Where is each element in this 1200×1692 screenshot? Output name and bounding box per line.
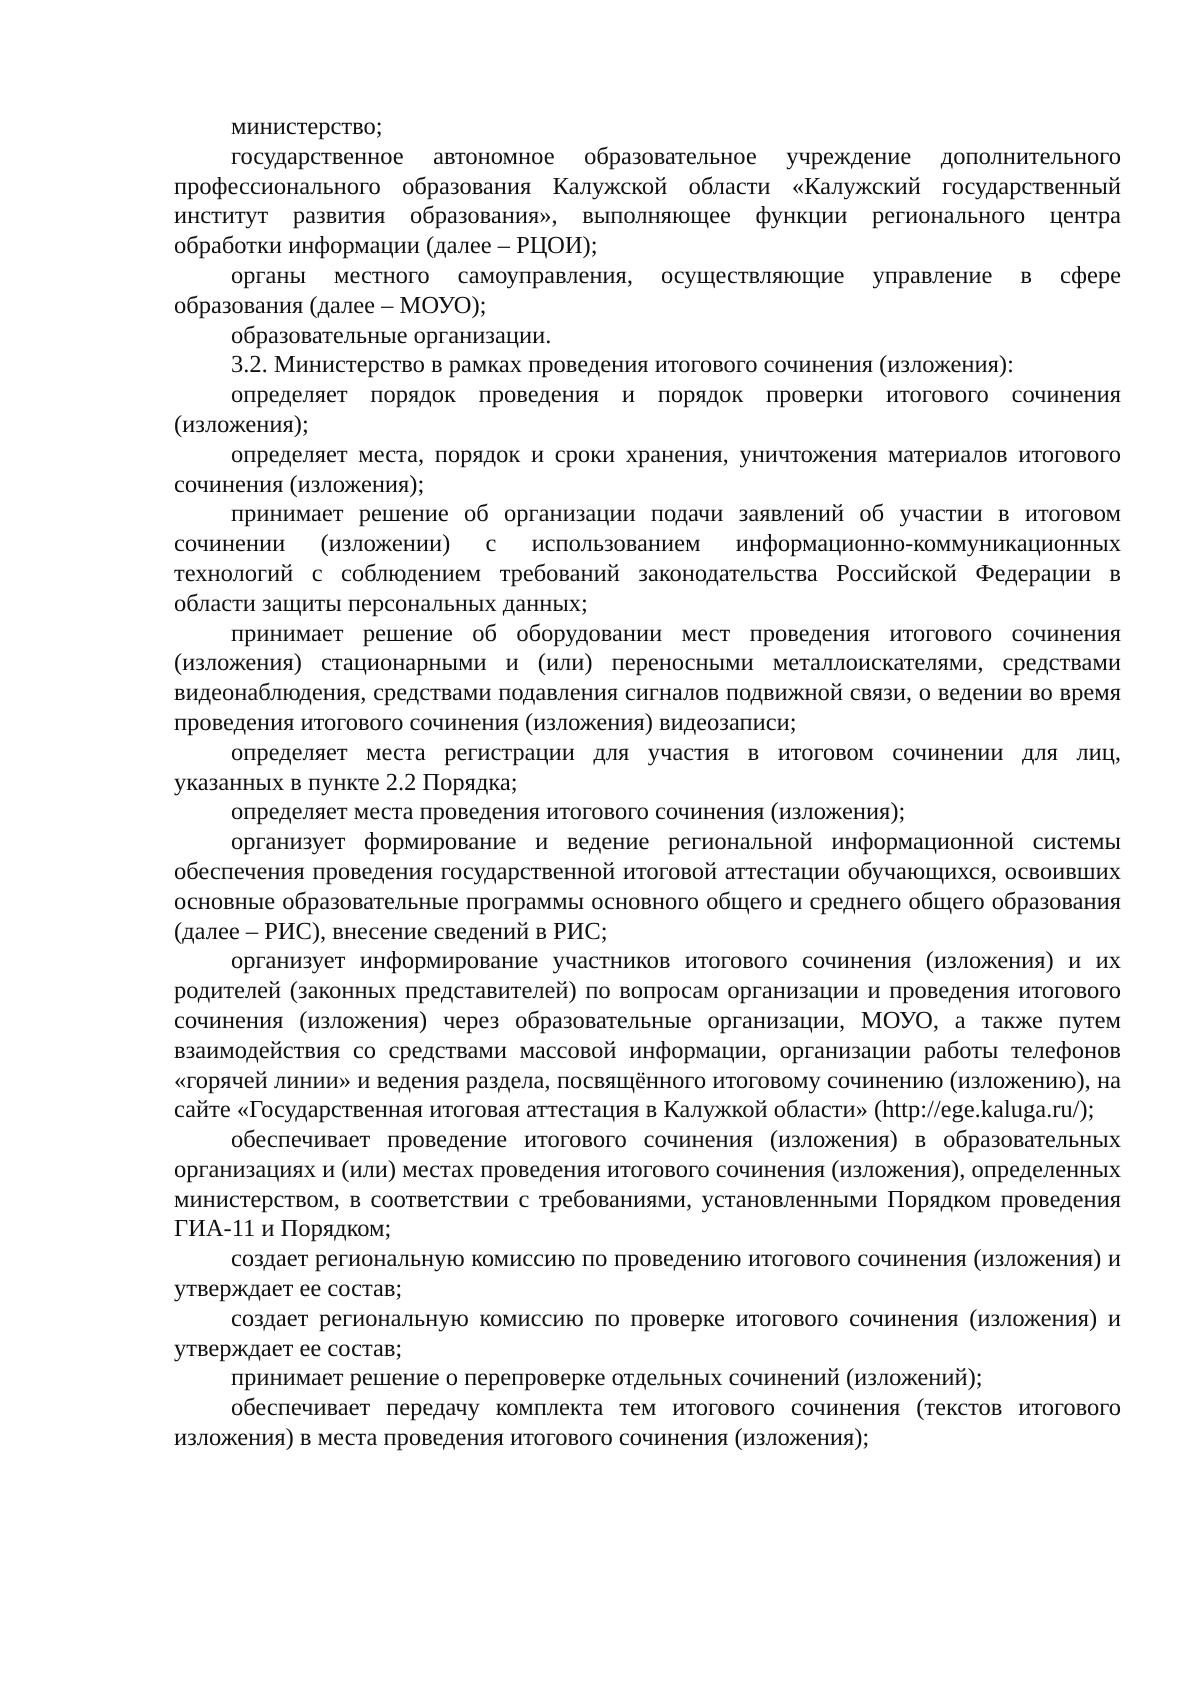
paragraph-equipment: принимает решение об оборудовании мест проведения итогового сочинения (изложения) стационарными и (или) переносными металлоискателями, средствами видеонаблюдения, средствами подавления сигналов подвижной связи, о ведении во время проведения итогового сочинения (изложения) видеозаписи;: [174, 619, 1121, 736]
paragraph-rcoi: государственное автономное образовательное учреждение дополнительного профессионального образования Калужской области «Калужский государственный институт развития образования», выполняющее функции регионального центра обработки информации (далее – РЦОИ);: [174, 142, 1121, 260]
paragraph-recheck: принимает решение о перепроверке отдельных сочинений (изложений);: [231, 1364, 983, 1392]
paragraph-conduct: обеспечивает проведение итогового сочинения (изложения) в образовательных организациях и (или) местах проведения итогового сочинения (изложения), определенных министерством, в соответствии с требованиями, установленными Порядком проведения ГИА-11 и Порядком;: [174, 1126, 1122, 1243]
paragraph-venues: определяет места проведения итогового сочинения (изложения);: [231, 798, 906, 826]
document-body: [174, 112, 1121, 1453]
paragraph-conduct-commission: создает региональную комиссию по проведению итогового сочинения (изложения) и утверждает ее состав;: [174, 1245, 1121, 1303]
paragraph-ris: организует формирование и ведение региональной информационной системы обеспечения проведения государственной итоговой аттестации обучающихся, освоивших основные образовательные программы основного общего и среднего общего образования (далее – РИС), внесение сведений в РИС;: [174, 828, 1121, 945]
paragraph-checking-commission: создает региональную комиссию по проверке итогового сочинения (изложения) и утверждает ее состав;: [174, 1304, 1121, 1362]
paragraph-ministry: министерство;: [231, 113, 383, 140]
paragraph-section-3-2: 3.2. Министерство в рамках проведения итогового сочинения (изложения):: [231, 351, 1014, 379]
paragraph-informing: организует информирование участников итогового сочинения (изложения) и их родителей (законных представителей) по вопросам организации и проведения итогового сочинения (изложения) через образовательные организации, МОУО, а также путем взаимодействия со средствами массовой информации, организации работы телефонов «горячей линии» и ведения раздела, посвящённого итоговому сочинению (изложению), на сайте «Государственная итоговая аттестация в Калужкой области» (http://ege.kaluga.ru/);: [174, 947, 1121, 1124]
paragraph-storage: определяет места, порядок и сроки хранения, уничтожения материалов итогового сочинения (изложения);: [174, 440, 1121, 498]
paragraph-mouo: органы местного самоуправления, осуществляющие управление в сфере образования (далее – МОУО);: [174, 261, 1121, 319]
paragraph-topics-transfer: обеспечивает передачу комплекта тем итогового сочинения (текстов итогового изложения) в места проведения итогового сочинения (изложения);: [174, 1394, 1121, 1452]
paragraph-registration: определяет места регистрации для участия в итоговом сочинении для лиц, указанных в пункте 2.2 Порядка;: [174, 738, 1121, 796]
paragraph-educational-organizations: образовательные организации.: [231, 321, 552, 349]
paragraph-applications: принимает решение об организации подачи заявлений об участии в итоговом сочинении (изложении) с использованием информационно-коммуникационных технологий с соблюдением требований законодательства Российской Федерации в области защиты персональных данных;: [174, 500, 1121, 617]
paragraph-procedure: определяет порядок проведения и порядок проверки итогового сочинения (изложения);: [174, 381, 1121, 438]
